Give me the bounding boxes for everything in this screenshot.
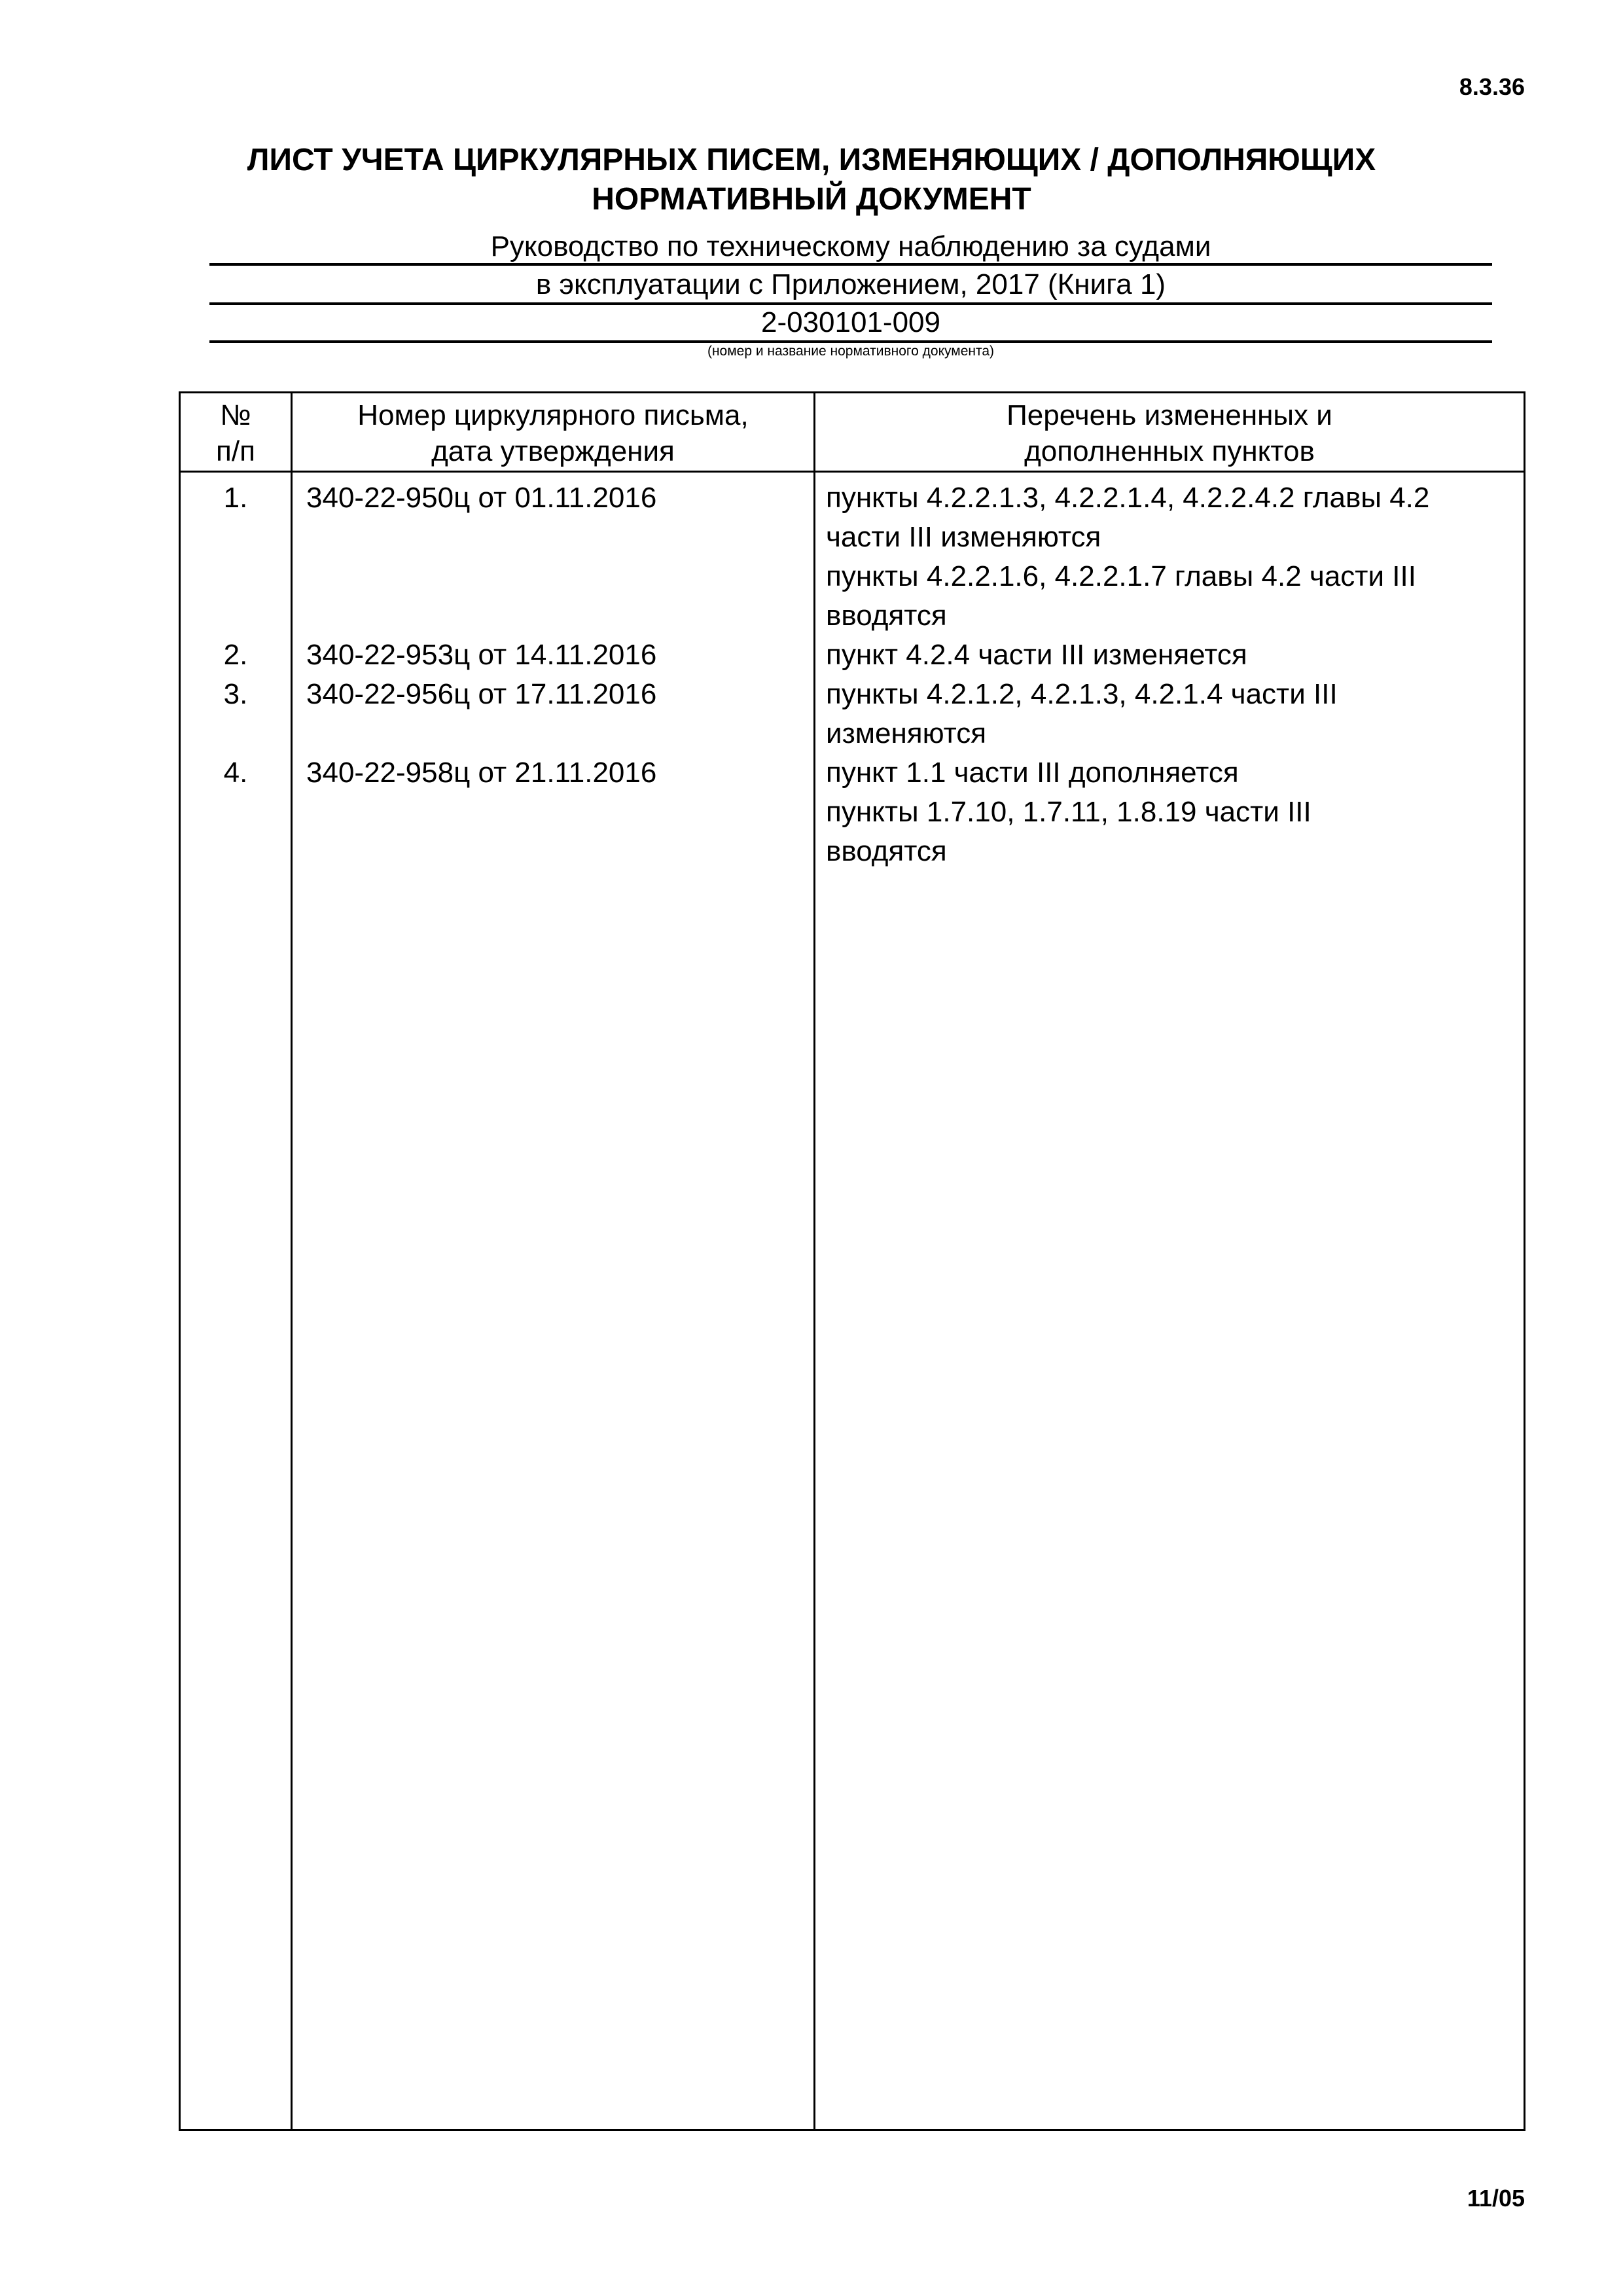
document-caption: (номер и название нормативного документа) (707, 344, 995, 359)
row-4-number: 4. (223, 757, 248, 789)
row-3-number: 3. (223, 678, 248, 710)
column-divider-2 (813, 393, 815, 2129)
row-4-circular: 340-22-958ц от 21.11.2016 (306, 757, 657, 789)
document-name-line-1: Руководство по техническому наблюдению за судами (490, 230, 1211, 262)
document-name-line-2: в эксплуатации с Приложением, 2017 (Книга 1) (535, 268, 1166, 300)
row-2-circular: 340-22-953ц от 14.11.2016 (306, 639, 657, 671)
circulars-table (179, 391, 1525, 2131)
title-line-1: ЛИСТ УЧЕТА ЦИРКУЛЯРНЫХ ПИСЕМ, ИЗМЕНЯЮЩИХ / ДОПОЛНЯЮЩИХ (247, 143, 1376, 177)
document-code: 8.3.36 (1459, 73, 1525, 100)
title-line-2: НОРМАТИВНЫЙ ДОКУМЕНТ (592, 182, 1031, 217)
document-number: 2-030101-009 (760, 306, 940, 338)
header-divider (181, 471, 1524, 473)
underline-3 (209, 340, 1492, 343)
row-1-circular: 340-22-950ц от 01.11.2016 (306, 482, 657, 514)
row-4-changes: пункт 1.1 части III дополняется пункты 1.7.10, 1.7.11, 1.8.19 части III вводятся (826, 757, 1311, 867)
header-circular: Номер циркулярного письма, дата утверждения (357, 399, 749, 467)
row-3-changes: пункты 4.2.1.2, 4.2.1.3, 4.2.1.4 части III изменяются (826, 678, 1338, 749)
underline-1 (209, 263, 1492, 266)
row-3-circular: 340-22-956ц от 17.11.2016 (306, 678, 657, 710)
page-title (0, 141, 1623, 219)
header-changes: Перечень измененных и дополненных пунктов (1007, 399, 1332, 467)
row-2-number: 2. (223, 639, 248, 671)
column-divider-1 (291, 393, 293, 2129)
row-1-changes: пункты 4.2.2.1.3, 4.2.2.1.4, 4.2.2.4.2 главы 4.2 части III изменяются пункты 4.2.2.1.6, 4.2.2.1.7 главы 4.2 части III вводятся (826, 482, 1430, 632)
row-1-number: 1. (223, 482, 248, 514)
page-number: 11/05 (1467, 2185, 1525, 2212)
header-number: № п/п (216, 399, 255, 467)
row-2-changes: пункт 4.2.4 части III изменяется (826, 639, 1247, 671)
